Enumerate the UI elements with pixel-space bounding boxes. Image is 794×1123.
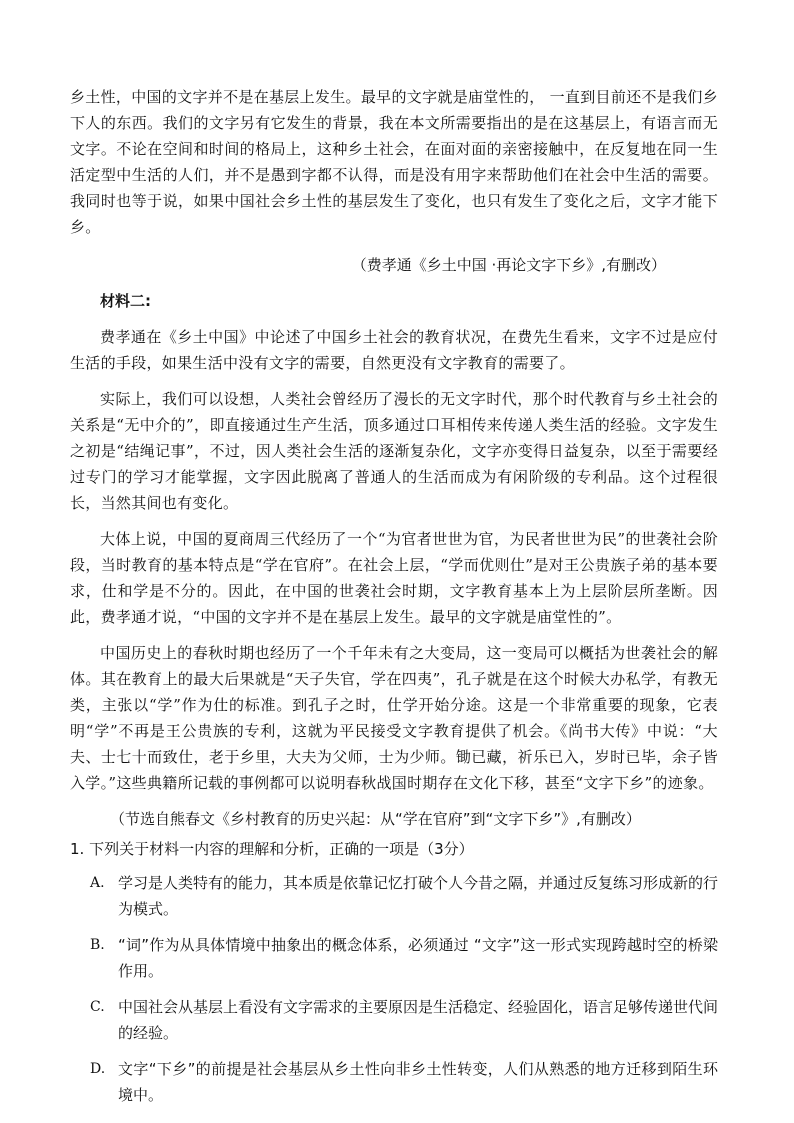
option-letter: D. <box>90 1061 106 1077</box>
option-text: 学习是人类特有的能力，其本质是依靠记忆打破个人今昔之隔，并通过反复练习形成新的行为模式。 <box>118 874 719 918</box>
material1-tail-paragraph: 乡土性，中国的文字并不是在基层上发生。最早的文字就是庙堂性的， 一直到目前还不是我们乡下人的东西。我们的文字另有它发生的背景，我在本文所需要指出的是在这基层上，有语言而无文字。不论在空间和时间的格局上，这种乡土社会，在面对面的亲密接触中，在反复地在同一生活定型中生活的人们，并不是愚到字都不认得，而是没有用字来帮助他们在社会中生活的需要。我同时也等于说，如果中国社会乡土性的基层发生了变化，也只有发生了变化之后，文字才能下乡。 <box>70 88 718 236</box>
material2-paragraph: 实际上，我们可以设想，人类社会曾经历了漫长的无文字时代，那个时代教育与乡土社会的关系是“无中介的”，即直接通过生产生活，顶多通过口耳相传来传递人类生活的经验。文字发生之初是“结绳记事”，不过，因人类社会生活的逐渐复杂化，文字亦变得日益复杂，以至于需要经过专门的学习才能掌握，文字因此脱离了普通人的生活而成为有闲阶级的专利品。这个过程很长，当然其间也有变化。 <box>70 390 718 512</box>
option-d <box>90 1056 718 1108</box>
option-text: 文字“下乡”的前提是社会基层从乡土性向非乡土性转变，人们从熟悉的地方迁移到陌生环境中。 <box>118 1060 718 1104</box>
option-letter: C. <box>90 999 105 1015</box>
option-a <box>90 870 718 922</box>
option-letter: A. <box>90 875 105 891</box>
material2-source: （节选自熊春文《乡村教育的历史兴起：从“学在官府”到“文字下乡”》,有删改） <box>110 810 641 828</box>
option-letter: B. <box>90 937 105 953</box>
option-b <box>90 932 718 984</box>
material1-source: （费孝通《乡土中国 ·再论文字下乡》,有删改） <box>351 256 666 274</box>
question-stem: 1. 下列关于材料一内容的理解和分析，正确的一项是（3分） <box>70 840 474 858</box>
material2-paragraph: 费孝通在《乡土中国》中论述了中国乡土社会的教育状况，在费先生看来，文字不过是应付生活的手段，如果生活中没有文字的需要，自然更没有文字教育的需要了。 <box>70 328 718 372</box>
material2-paragraph: 大体上说，中国的夏商周三代经历了一个“为官者世世为官，为民者世世为民”的世袭社会阶段，当时教育的基本特点是“学在官府”。在社会上层，“学而优则仕”是对王公贵族子弟的基本要求，仕和学是不分的。因此，在中国的世袭社会时期，文字教育基本上为上层阶层所垄断。因此，费孝通才说，“中国的文字并不是在基层上发生。最早的文字就是庙堂性的”。 <box>70 530 718 626</box>
option-text: 中国社会从基层上看没有文字需求的主要原因是生活稳定、经验固化，语言足够传递世代间的经验。 <box>118 998 719 1042</box>
option-c <box>90 994 718 1046</box>
option-text: “词”作为从具体情境中抽象出的概念体系，必须通过 “文字”这一形式实现跨越时空的桥梁作用。 <box>118 936 718 980</box>
material2-heading: 材料二: <box>100 292 151 310</box>
material2-paragraph: 中国历史上的春秋时期也经历了一个千年未有之大变局，这一变局可以概括为世袭社会的解体。其在教育上的最大后果就是“天子失官，学在四夷”，孔子就是在这个时候大办私学，有教无类，主张以“学”作为仕的标准。到孔子之时，仕学开始分途。这是一个非常重要的现象，它表明“学”不再是王公贵族的专利，这就为平民接受文字教育提供了机会。《尚书大传》中说：“大夫、士七十而致仕，老于乡里，大夫为父师，士为少师。锄已藏，祈乐已入，岁时已毕，余子皆入学。”这些典籍所记载的事例都可以说明春秋战国时期存在文化下移，甚至“文字下乡”的迹象。 <box>70 644 718 792</box>
document-page <box>70 84 718 1118</box>
